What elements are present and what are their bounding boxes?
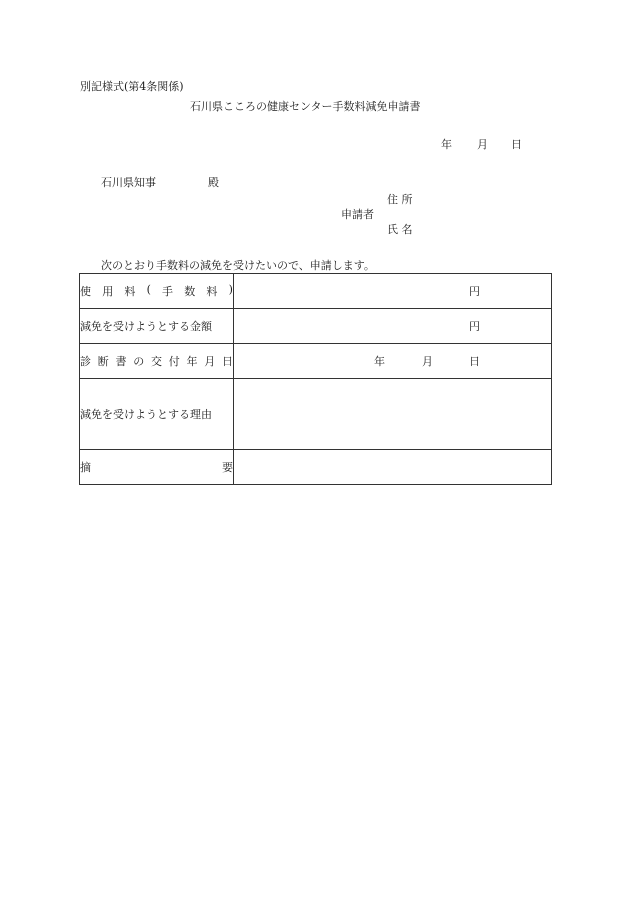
yen-unit: 円 — [469, 320, 480, 333]
yen-unit: 円 — [469, 285, 480, 298]
table-row-fee — [80, 274, 552, 309]
certificate-date-label-char: の — [133, 355, 145, 368]
certificate-date-label — [80, 344, 234, 379]
form-style-label: 別記様式(第4条関係) — [80, 80, 184, 93]
certificate-date-label-char: 断 — [97, 355, 109, 368]
form-title: 石川県こころの健康センター手数料減免申請書 — [190, 100, 421, 113]
reduction-amount-field[interactable] — [234, 309, 552, 344]
certificate-date-label-char: 書 — [115, 355, 127, 368]
table-row-reduction-amount — [80, 309, 552, 344]
table-row-reason — [80, 379, 552, 450]
honorific: 殿 — [208, 176, 219, 189]
date-month-label: 月 — [477, 138, 488, 151]
fee-label — [80, 274, 234, 309]
fee-label-char: 用 — [102, 285, 114, 298]
certificate-date-label-char: 月 — [204, 355, 216, 368]
certificate-month-label: 月 — [422, 355, 433, 368]
certificate-day-label: 日 — [469, 355, 480, 368]
fee-label-char: 手 — [162, 285, 174, 298]
certificate-date-label-char: 付 — [168, 355, 180, 368]
fee-label-char: ) — [228, 283, 233, 296]
addressee: 石川県知事 — [101, 176, 156, 189]
fee-label-char: ( — [146, 283, 151, 296]
certificate-date-label-char: 日 — [222, 355, 233, 368]
certificate-date-label-char: 交 — [151, 355, 162, 368]
date-year-label: 年 — [441, 138, 452, 151]
intro-text: 次のとおり手数料の減免を受けたいので、申請します。 — [101, 259, 375, 272]
remarks-field[interactable] — [234, 450, 552, 485]
table-row-certificate-date — [80, 344, 552, 379]
applicant-label: 申請者 — [341, 208, 374, 221]
reason-field[interactable] — [234, 379, 552, 450]
fee-amount-field[interactable] — [234, 274, 552, 309]
fee-label-char: 使 — [80, 285, 91, 298]
certificate-date-field[interactable] — [234, 344, 552, 379]
fee-label-char: 料 — [206, 285, 218, 298]
reason-label: 減免を受けようとする理由 — [80, 379, 234, 450]
date-day-label: 日 — [511, 138, 522, 151]
address-label: 住 所 — [387, 193, 413, 206]
name-label: 氏 名 — [387, 223, 413, 236]
application-table — [79, 273, 552, 485]
certificate-date-label-char: 診 — [80, 355, 91, 368]
fee-label-char: 料 — [124, 285, 136, 298]
reduction-amount-label: 減免を受けようとする金額 — [80, 309, 234, 344]
certificate-date-label-char: 年 — [186, 355, 198, 368]
fee-label-char: 数 — [184, 285, 196, 298]
certificate-year-label: 年 — [374, 355, 385, 368]
remarks-label — [80, 450, 234, 485]
remarks-label-char: 摘 — [80, 461, 91, 474]
table-row-remarks — [80, 450, 552, 485]
remarks-label-char: 要 — [222, 461, 233, 474]
